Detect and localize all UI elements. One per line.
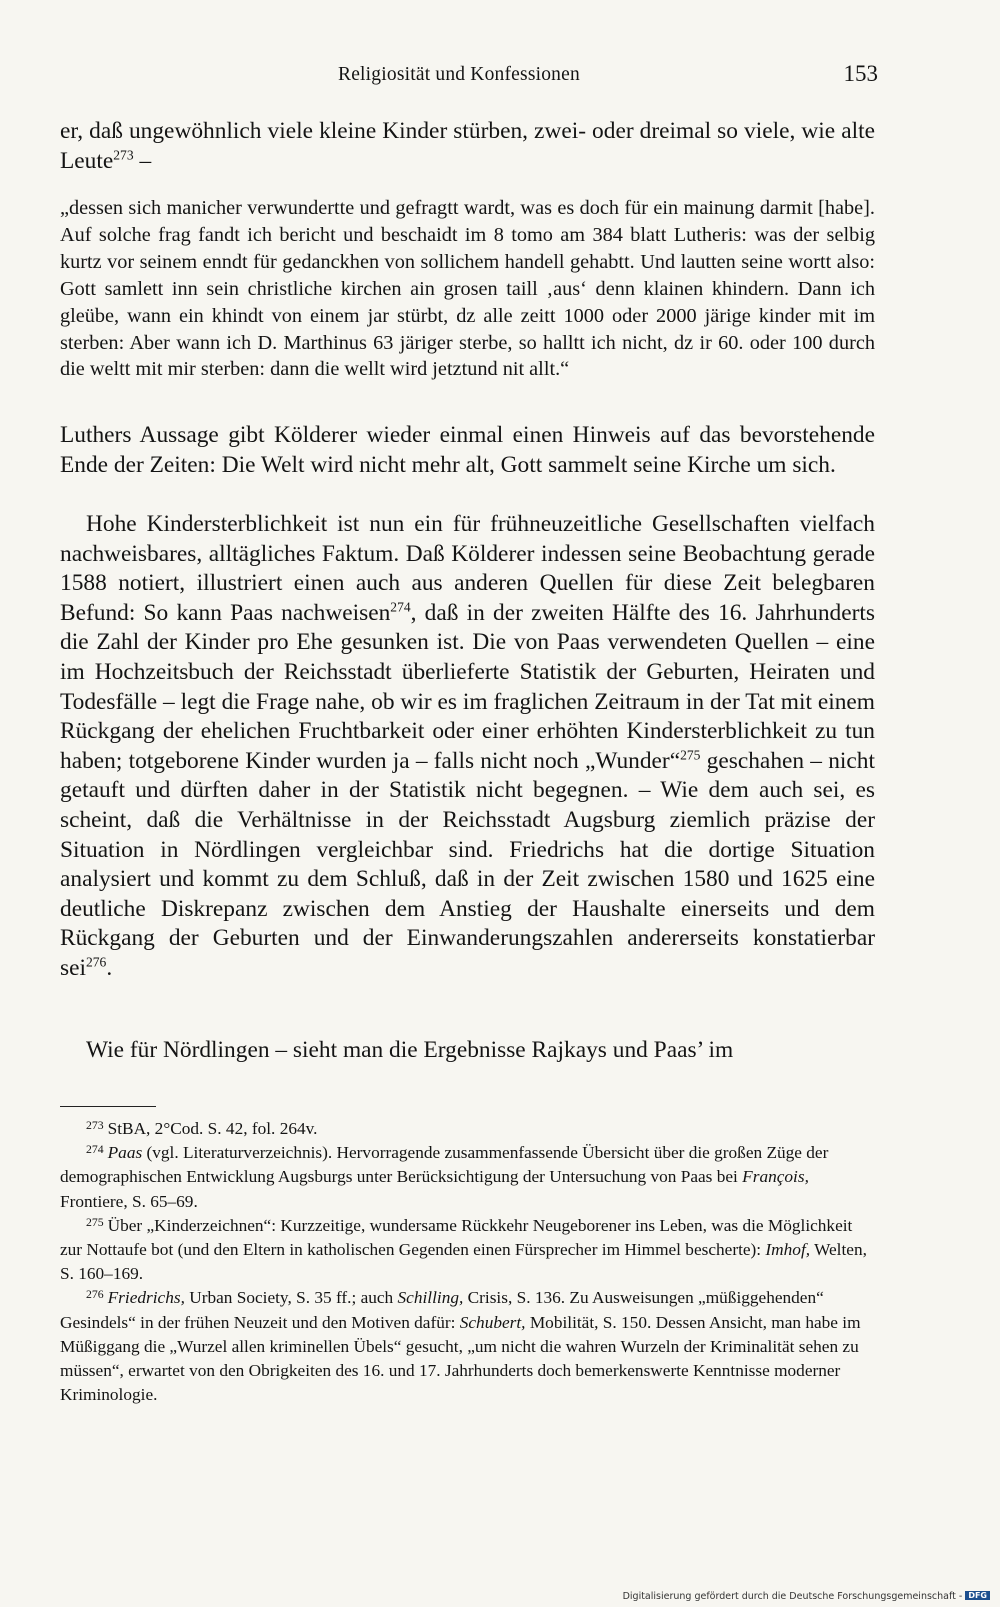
footnote-275: $^{275}$ Über „Kinderzeichnen“: Kurzzeitige, wundersame Rückkehr Neugeborener ins Leben, was die Möglichkeit zur Nottaufe bot (und den Eltern in katholischen Gegenden einen Fürsprecher im Himmel bescherte): Imhof, Welten, S. 160–169. [60,1215,867,1284]
paragraph-1: er, daß ungewöhnlich viele kleine Kinder stürben, zwei- oder dreimal so viele, wie alte Leute$^{273}$ – [60,118,875,174]
footnote-number: 276 [86,1288,104,1302]
footnote-ref-273[interactable]: 273 [113,147,134,163]
footnote-ref-274[interactable]: 274 [390,599,411,615]
page-header [338,61,878,96]
footnotes [60,1117,875,1407]
footnote-divider [60,1106,156,1107]
paragraph-4: Wie für Nördlingen – sieht man die Ergebnisse Rajkays und Paas’ im [86,1037,734,1063]
dfg-logo-badge: DFG [965,1591,990,1600]
paragraph-3: Hohe Kindersterblichkeit ist nun ein für frühneuzeitliche Gesellschaften vielfach nachweisbares, alltägliches Faktum. Daß Kölderer indessen seine Beobachtung gerade 1588 notiert, illustriert einen auch aus anderen Quellen für diese Zeit belegbaren Befund: So kann Paas nachweisen$^{274}$, daß in der zweiten Hälfte des 16. Jahrhunderts die Zahl der Kinder pro Ehe gesunken ist. Die von Paas verwendeten Quellen – eine im Hochzeitsbuch der Reichsstadt überlieferte Statistik der Geburten, Heiraten und Todesfälle – legt die Frage nahe, ob wir es im fraglichen Zeitraum in der Tat mit einem Rückgang der ehelichen Fruchtbarkeit oder einer erhöhten Kindersterblichkeit zu tun haben; totgeborene Kinder wurden ja – falls nicht noch „Wunder“$^{275}$ geschahen – nicht getauft und dürften daher in der Statistik nicht begegnen. – Wie dem auch sei, es scheint, daß die Verhältnisse in der Reichsstadt Augsburg ziemlich präzise der Situation in Nördlingen vergleichbar sind. Friedrichs hat die dortige Situation analysiert und kommt zu dem Schluß, daß in der Zeit zwischen 1580 und 1625 eine deutliche Diskrepanz zwischen dem Anstieg der Haushalte einerseits und dem Rückgang der Geburten und der Einwanderungszahlen andererseits konstatierbar sei$^{276}$. [60,511,875,981]
page-number: 153 [843,61,878,86]
footnote-number: 273 [86,1118,104,1132]
footnote-273: $^{273}$ StBA, 2°Cod. S. 42, fol. 264v. [86,1118,318,1138]
digitization-credit: Digitalisierung gefördert durch die Deutsche Forschungsgemeinschaft - DFG [623,1591,990,1602]
footnote-ref-276[interactable]: 276 [85,954,107,970]
footnote-ref-275[interactable]: 275 [680,747,701,763]
footnote-number: 274 [86,1142,104,1156]
block-quote: „dessen sich manicher verwundertte und gefragtt wardt, was es doch für ein mainung darmit [habe]. Auf solche frag fandt ich bericht und beschaidt im 8 tomo am 384 blatt Lutheris: was der selbig kurtz vor seinem enndt für gedanckhen von sollichem handell gehabtt. Und lautten seine wortt also: Gott samlett inn sein christliche kirchen ain grosen taill ‚aus‘ denn klainen khindern. Dann ich gleübe, wann ein khindt von einem jar stürbt, dz alle zeitt 1000 oder 2000 järige kinder mit im sterben: Aber wann ich D. Marthinus 63 järiger sterbe, so halltt ich nicht, dz ir 60. oder 100 durch die weltt mit mir sterben: dann die wellt wird jetztund nit allt.“ [60,197,875,381]
footnote-276: $^{276}$ Friedrichs, Urban Society, S. 35 ff.; auch Schilling, Crisis, S. 136. Zu Ausweisungen „müßiggehenden“ Gesindels“ in der frühen Neuzeit und den Motiven dafür: Schubert, Mobilität, S. 150. Dessen Ansicht, man habe im Müßiggang die „Wurzel allen kriminellen Übels“ gesucht, „um nicht die wahren Wurzeln der Kriminalität sehen zu müssen“, erwartet von den Obrigkeiten des 16. und 17. Jahrhunderts doch bemerkenswerte Kenntnisse moderner Kriminologie. [60,1288,861,1405]
footnote-number: 275 [86,1215,104,1229]
footnote-274: $^{274}$ Paas (vgl. Literaturverzeichnis). Hervorragende zusammenfassende Übersicht über die großen Züge der demographischen Entwicklung Augsburgs unter Berücksichtigung der Untersuchung von Paas bei François, Frontiere, S. 65–69. [60,1142,829,1211]
running-head: Religiosität und Konfessionen [338,64,580,85]
paragraph-2: Luthers Aussage gibt Kölderer wieder einmal einen Hinweis auf das bevorstehende Ende der Zeiten: Die Welt wird nicht mehr alt, Gott sammelt seine Kirche um sich. [60,422,875,478]
